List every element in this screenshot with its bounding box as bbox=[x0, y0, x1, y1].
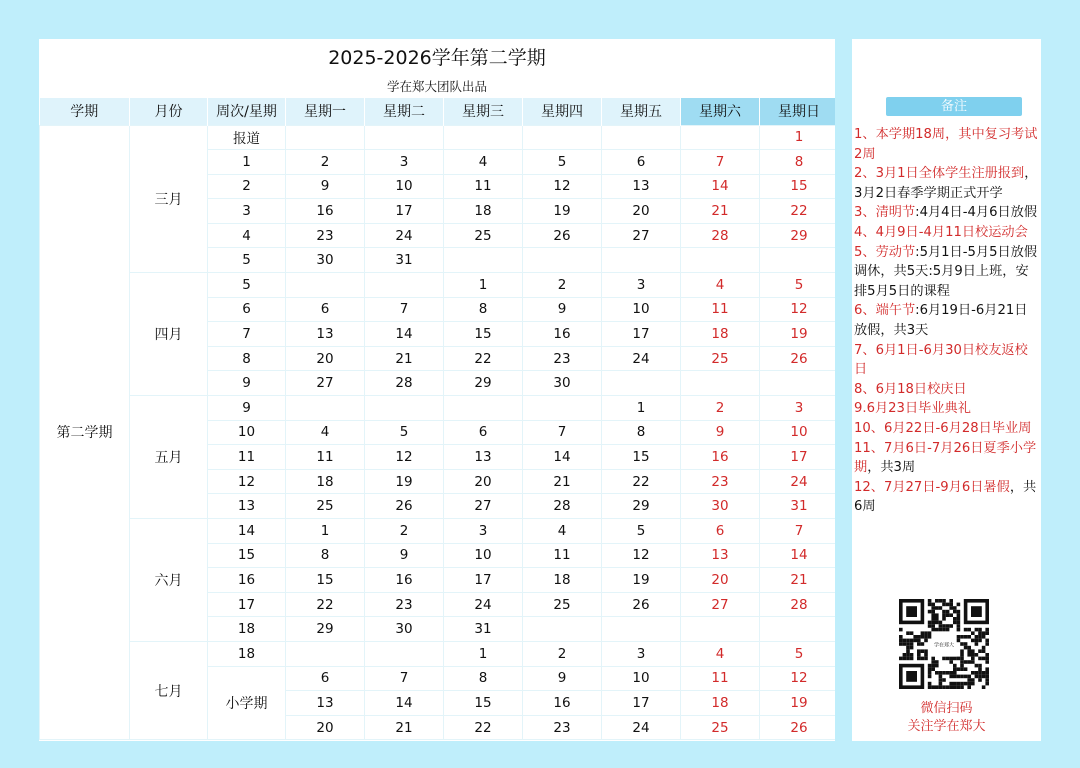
day-cell: 3 bbox=[444, 519, 523, 544]
day-cell: 7 bbox=[681, 150, 760, 175]
day-cell: 27 bbox=[444, 494, 523, 519]
day-cell: 11 bbox=[444, 174, 523, 199]
day-cell: 24 bbox=[602, 715, 681, 740]
day-cell bbox=[681, 617, 760, 642]
day-cell: 30 bbox=[523, 371, 602, 396]
header-semester: 学期 bbox=[40, 98, 130, 125]
day-cell: 26 bbox=[760, 346, 836, 371]
calendar-sheet bbox=[39, 39, 835, 741]
day-cell: 25 bbox=[286, 494, 365, 519]
day-cell: 11 bbox=[681, 666, 760, 691]
day-cell: 27 bbox=[286, 371, 365, 396]
day-cell: 4 bbox=[444, 150, 523, 175]
note-text: 6、端午节 bbox=[854, 303, 916, 319]
day-cell: 17 bbox=[444, 568, 523, 593]
day-cell: 21 bbox=[365, 715, 444, 740]
day-cell: 18 bbox=[681, 322, 760, 347]
day-cell: 10 bbox=[444, 543, 523, 568]
note-item bbox=[854, 439, 1039, 478]
day-cell bbox=[444, 125, 523, 150]
day-cell: 12 bbox=[365, 445, 444, 470]
header-friday: 星期五 bbox=[602, 98, 681, 125]
week-cell: 4 bbox=[208, 223, 286, 248]
day-cell: 28 bbox=[760, 592, 836, 617]
note-item bbox=[854, 243, 1039, 302]
day-cell: 26 bbox=[760, 715, 836, 740]
note-text: 8、6月18日校庆日 bbox=[854, 381, 967, 397]
day-cell: 7 bbox=[365, 666, 444, 691]
note-item bbox=[854, 399, 1039, 419]
week-cell: 6 bbox=[208, 297, 286, 322]
note-text: 11、7月6日-7月26日夏季小学期 bbox=[854, 440, 1037, 476]
note-item bbox=[854, 478, 1039, 517]
note-item bbox=[854, 203, 1039, 223]
week-cell: 3 bbox=[208, 199, 286, 224]
day-cell: 9 bbox=[286, 174, 365, 199]
notes-panel bbox=[852, 39, 1041, 741]
week-cell: 18 bbox=[208, 641, 286, 666]
day-cell: 30 bbox=[365, 617, 444, 642]
day-cell: 31 bbox=[760, 494, 836, 519]
week-cell: 2 bbox=[208, 174, 286, 199]
note-text: ，3月2日春季学期正式开学 bbox=[854, 166, 1038, 201]
day-cell: 14 bbox=[365, 322, 444, 347]
note-text: 12、7月27日-9月6日暑假 bbox=[854, 479, 1010, 495]
day-cell: 10 bbox=[760, 420, 836, 445]
note-item bbox=[854, 164, 1039, 203]
day-cell: 31 bbox=[444, 617, 523, 642]
day-cell: 13 bbox=[444, 445, 523, 470]
day-cell: 28 bbox=[365, 371, 444, 396]
day-cell: 2 bbox=[681, 396, 760, 421]
day-cell bbox=[286, 396, 365, 421]
day-cell: 8 bbox=[444, 297, 523, 322]
note-text: 3、清明节 bbox=[854, 205, 916, 221]
day-cell: 1 bbox=[286, 519, 365, 544]
day-cell: 26 bbox=[523, 223, 602, 248]
week-cell: 8 bbox=[208, 346, 286, 371]
day-cell bbox=[602, 617, 681, 642]
day-cell bbox=[444, 396, 523, 421]
note-text: ，共6周 bbox=[854, 479, 1037, 515]
week-cell: 13 bbox=[208, 494, 286, 519]
month-cell: 三月 bbox=[130, 125, 208, 273]
day-cell: 11 bbox=[286, 445, 365, 470]
note-text: 5、劳动节 bbox=[854, 244, 916, 260]
header-saturday: 星期六 bbox=[681, 98, 760, 125]
day-cell: 12 bbox=[523, 174, 602, 199]
day-cell: 21 bbox=[365, 346, 444, 371]
day-cell: 1 bbox=[602, 396, 681, 421]
day-cell bbox=[365, 396, 444, 421]
day-cell bbox=[602, 248, 681, 273]
day-cell: 13 bbox=[286, 691, 365, 716]
day-cell: 29 bbox=[602, 494, 681, 519]
day-cell: 28 bbox=[681, 223, 760, 248]
day-cell: 30 bbox=[681, 494, 760, 519]
day-cell: 15 bbox=[760, 174, 836, 199]
qr-caption bbox=[852, 700, 1041, 736]
day-cell: 5 bbox=[365, 420, 444, 445]
week-cell: 16 bbox=[208, 568, 286, 593]
day-cell: 7 bbox=[365, 297, 444, 322]
day-cell: 4 bbox=[286, 420, 365, 445]
day-cell: 31 bbox=[365, 248, 444, 273]
week-cell: 7 bbox=[208, 322, 286, 347]
day-cell: 6 bbox=[444, 420, 523, 445]
day-cell: 10 bbox=[602, 666, 681, 691]
day-cell: 18 bbox=[681, 691, 760, 716]
day-cell: 6 bbox=[602, 150, 681, 175]
day-cell: 29 bbox=[760, 223, 836, 248]
note-text: :5月1日-5月5日放假调休，共5天:5月9日上班，安排5月5日的课程 bbox=[854, 244, 1038, 299]
header-sunday: 星期日 bbox=[760, 98, 836, 125]
note-item bbox=[854, 380, 1039, 400]
day-cell: 15 bbox=[444, 322, 523, 347]
header-row bbox=[40, 98, 836, 125]
day-cell: 25 bbox=[681, 715, 760, 740]
day-cell: 4 bbox=[681, 641, 760, 666]
day-cell: 26 bbox=[602, 592, 681, 617]
note-item bbox=[854, 125, 1039, 164]
day-cell: 19 bbox=[523, 199, 602, 224]
day-cell: 19 bbox=[760, 322, 836, 347]
day-cell: 24 bbox=[602, 346, 681, 371]
day-cell: 9 bbox=[365, 543, 444, 568]
day-cell bbox=[523, 617, 602, 642]
day-cell: 22 bbox=[602, 469, 681, 494]
day-cell: 22 bbox=[444, 346, 523, 371]
day-cell: 22 bbox=[760, 199, 836, 224]
note-text: 4、4月9日-4月11日校运动会 bbox=[854, 224, 1028, 240]
day-cell: 14 bbox=[523, 445, 602, 470]
day-cell: 14 bbox=[760, 543, 836, 568]
day-cell: 5 bbox=[760, 273, 836, 298]
day-cell: 23 bbox=[286, 223, 365, 248]
day-cell: 7 bbox=[760, 519, 836, 544]
day-cell: 19 bbox=[602, 568, 681, 593]
day-cell: 10 bbox=[602, 297, 681, 322]
day-cell: 17 bbox=[365, 199, 444, 224]
note-text: ，共3周 bbox=[867, 460, 916, 476]
header-wednesday: 星期三 bbox=[444, 98, 523, 125]
week-cell: 12 bbox=[208, 469, 286, 494]
header-tuesday: 星期二 bbox=[365, 98, 444, 125]
day-cell: 9 bbox=[523, 666, 602, 691]
header-month: 月份 bbox=[130, 98, 208, 125]
day-cell: 2 bbox=[365, 519, 444, 544]
day-cell: 28 bbox=[523, 494, 602, 519]
day-cell: 4 bbox=[523, 519, 602, 544]
day-cell: 19 bbox=[365, 469, 444, 494]
day-cell: 5 bbox=[760, 641, 836, 666]
day-cell bbox=[444, 248, 523, 273]
day-cell bbox=[523, 125, 602, 150]
table-row bbox=[40, 519, 836, 544]
day-cell: 17 bbox=[760, 445, 836, 470]
day-cell: 21 bbox=[681, 199, 760, 224]
day-cell: 27 bbox=[681, 592, 760, 617]
day-cell: 26 bbox=[365, 494, 444, 519]
month-cell: 六月 bbox=[130, 519, 208, 642]
day-cell bbox=[523, 396, 602, 421]
week-cell: 10 bbox=[208, 420, 286, 445]
day-cell: 8 bbox=[286, 543, 365, 568]
day-cell: 13 bbox=[681, 543, 760, 568]
day-cell bbox=[602, 371, 681, 396]
day-cell: 12 bbox=[760, 666, 836, 691]
day-cell: 3 bbox=[760, 396, 836, 421]
day-cell: 25 bbox=[444, 223, 523, 248]
month-cell: 七月 bbox=[130, 641, 208, 739]
day-cell: 15 bbox=[444, 691, 523, 716]
day-cell: 8 bbox=[602, 420, 681, 445]
day-cell: 23 bbox=[365, 592, 444, 617]
day-cell: 11 bbox=[523, 543, 602, 568]
day-cell: 1 bbox=[444, 641, 523, 666]
day-cell: 10 bbox=[365, 174, 444, 199]
day-cell: 5 bbox=[523, 150, 602, 175]
day-cell: 7 bbox=[523, 420, 602, 445]
day-cell: 29 bbox=[444, 371, 523, 396]
day-cell bbox=[286, 641, 365, 666]
week-cell: 报道 bbox=[208, 125, 286, 150]
notes-list bbox=[854, 125, 1039, 517]
day-cell bbox=[286, 125, 365, 150]
note-text: 10、6月22日-6月28日毕业周 bbox=[854, 420, 1032, 436]
day-cell: 2 bbox=[523, 641, 602, 666]
week-cell: 17 bbox=[208, 592, 286, 617]
day-cell: 20 bbox=[286, 346, 365, 371]
day-cell: 16 bbox=[286, 199, 365, 224]
note-text: 9.6月23日毕业典礼 bbox=[854, 401, 971, 417]
day-cell: 23 bbox=[681, 469, 760, 494]
day-cell: 6 bbox=[286, 666, 365, 691]
week-cell: 9 bbox=[208, 371, 286, 396]
week-cell: 1 bbox=[208, 150, 286, 175]
day-cell bbox=[681, 125, 760, 150]
note-text: 2、3月1日全体学生注册报到 bbox=[854, 166, 1025, 182]
day-cell: 21 bbox=[523, 469, 602, 494]
day-cell: 21 bbox=[760, 568, 836, 593]
day-cell: 24 bbox=[365, 223, 444, 248]
day-cell: 25 bbox=[681, 346, 760, 371]
day-cell bbox=[365, 641, 444, 666]
calendar-body bbox=[40, 125, 836, 740]
note-item bbox=[854, 419, 1039, 439]
day-cell: 5 bbox=[602, 519, 681, 544]
week-cell: 小学期 bbox=[208, 666, 286, 740]
qr-center-text: 学在郑大 bbox=[933, 642, 955, 649]
day-cell: 23 bbox=[523, 346, 602, 371]
week-cell: 11 bbox=[208, 445, 286, 470]
calendar-table bbox=[39, 98, 835, 740]
day-cell: 14 bbox=[681, 174, 760, 199]
day-cell: 3 bbox=[602, 641, 681, 666]
day-cell: 30 bbox=[286, 248, 365, 273]
day-cell: 8 bbox=[444, 666, 523, 691]
day-cell: 9 bbox=[681, 420, 760, 445]
week-cell: 5 bbox=[208, 273, 286, 298]
note-item bbox=[854, 341, 1039, 380]
day-cell: 22 bbox=[286, 592, 365, 617]
semester-cell: 第二学期 bbox=[40, 125, 130, 740]
day-cell: 17 bbox=[602, 691, 681, 716]
week-cell: 5 bbox=[208, 248, 286, 273]
qr-caption-line: 关注学在郑大 bbox=[907, 719, 986, 734]
day-cell: 15 bbox=[602, 445, 681, 470]
day-cell: 24 bbox=[444, 592, 523, 617]
table-row bbox=[40, 125, 836, 150]
day-cell: 13 bbox=[286, 322, 365, 347]
month-cell: 五月 bbox=[130, 396, 208, 519]
day-cell: 3 bbox=[602, 273, 681, 298]
day-cell: 19 bbox=[760, 691, 836, 716]
day-cell: 2 bbox=[523, 273, 602, 298]
qr-caption-line: 微信扫码 bbox=[920, 701, 973, 716]
header-week: 周次/星期 bbox=[208, 98, 286, 125]
day-cell: 9 bbox=[523, 297, 602, 322]
day-cell bbox=[760, 371, 836, 396]
day-cell: 14 bbox=[365, 691, 444, 716]
day-cell: 12 bbox=[760, 297, 836, 322]
day-cell bbox=[681, 248, 760, 273]
day-cell: 20 bbox=[602, 199, 681, 224]
day-cell: 16 bbox=[365, 568, 444, 593]
day-cell bbox=[365, 273, 444, 298]
month-cell: 四月 bbox=[130, 273, 208, 396]
note-item bbox=[854, 301, 1039, 340]
day-cell: 6 bbox=[286, 297, 365, 322]
notes-header: 备注 bbox=[886, 97, 1022, 116]
table-row bbox=[40, 641, 836, 666]
note-text: 1、本学期18周，其中复习考试2周 bbox=[854, 127, 1038, 162]
day-cell: 16 bbox=[523, 691, 602, 716]
day-cell bbox=[286, 273, 365, 298]
day-cell bbox=[681, 371, 760, 396]
day-cell: 25 bbox=[523, 592, 602, 617]
day-cell: 29 bbox=[286, 617, 365, 642]
day-cell: 13 bbox=[602, 174, 681, 199]
day-cell: 11 bbox=[681, 297, 760, 322]
day-cell: 15 bbox=[286, 568, 365, 593]
day-cell: 22 bbox=[444, 715, 523, 740]
day-cell: 1 bbox=[444, 273, 523, 298]
day-cell bbox=[760, 617, 836, 642]
week-cell: 14 bbox=[208, 519, 286, 544]
day-cell: 20 bbox=[286, 715, 365, 740]
day-cell: 20 bbox=[444, 469, 523, 494]
day-cell bbox=[602, 125, 681, 150]
table-row bbox=[40, 273, 836, 298]
note-item bbox=[854, 223, 1039, 243]
note-text: 7、6月1日-6月30日校友返校日 bbox=[854, 342, 1028, 378]
day-cell: 18 bbox=[523, 568, 602, 593]
week-cell: 9 bbox=[208, 396, 286, 421]
day-cell: 1 bbox=[760, 125, 836, 150]
table-row bbox=[40, 396, 836, 421]
day-cell: 23 bbox=[523, 715, 602, 740]
note-text: :4月4日-4月6日放假 bbox=[915, 205, 1038, 221]
day-cell: 24 bbox=[760, 469, 836, 494]
day-cell: 16 bbox=[681, 445, 760, 470]
week-cell: 15 bbox=[208, 543, 286, 568]
day-cell: 18 bbox=[286, 469, 365, 494]
day-cell: 2 bbox=[286, 150, 365, 175]
day-cell: 27 bbox=[602, 223, 681, 248]
day-cell: 12 bbox=[602, 543, 681, 568]
note-text: :6月19日-6月21日放假，共3天 bbox=[854, 303, 1028, 338]
qr-code-icon bbox=[899, 599, 989, 689]
header-thursday: 星期四 bbox=[523, 98, 602, 125]
day-cell: 20 bbox=[681, 568, 760, 593]
day-cell: 16 bbox=[523, 322, 602, 347]
day-cell bbox=[365, 125, 444, 150]
day-cell: 18 bbox=[444, 199, 523, 224]
day-cell: 4 bbox=[681, 273, 760, 298]
day-cell: 6 bbox=[681, 519, 760, 544]
day-cell: 8 bbox=[760, 150, 836, 175]
page-subtitle: 学在郑大团队出品 bbox=[386, 79, 487, 94]
day-cell bbox=[760, 248, 836, 273]
week-cell: 18 bbox=[208, 617, 286, 642]
header-monday: 星期一 bbox=[286, 98, 365, 125]
day-cell: 17 bbox=[602, 322, 681, 347]
page-title: 2025-2026学年第二学期 bbox=[328, 47, 546, 69]
day-cell bbox=[523, 248, 602, 273]
day-cell: 3 bbox=[365, 150, 444, 175]
